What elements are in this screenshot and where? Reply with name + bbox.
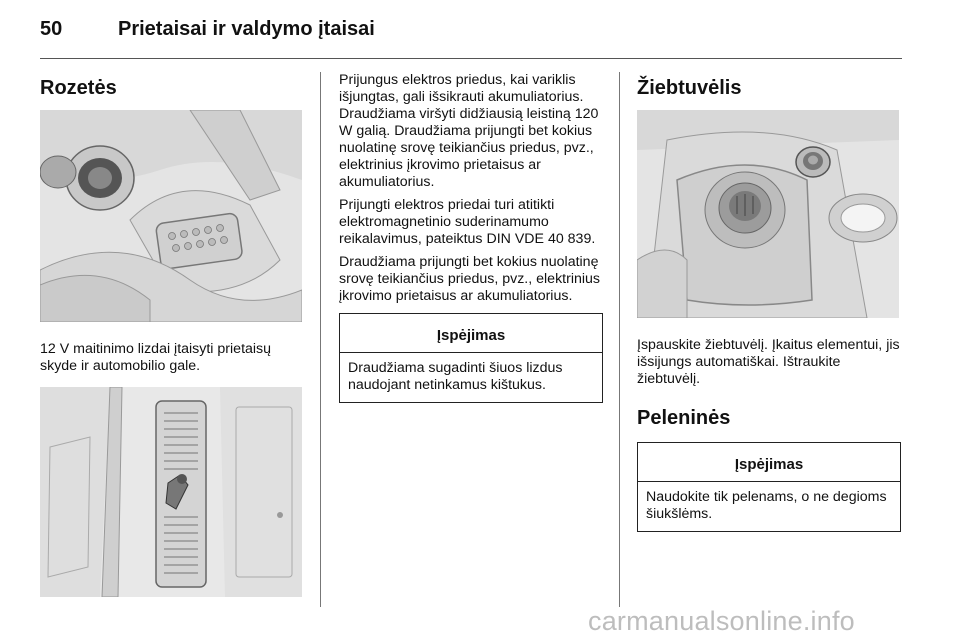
lighter-description: Įspauskite žiebtuvėlį. Įkaitus elementui, jis išsijungs automatiškai. Ištraukite žiebtuvėlį. bbox=[637, 337, 900, 387]
cigarette-lighter-illustration bbox=[637, 110, 899, 318]
page-number: 50 bbox=[40, 18, 63, 40]
section-heading-lighter: Žiebtuvėlis bbox=[637, 77, 742, 99]
header-divider bbox=[40, 58, 902, 59]
section-heading-ashtrays: Peleninės bbox=[637, 407, 731, 429]
warning-box-ashtrays bbox=[637, 442, 901, 532]
body-paragraph-1: Prijungus elektros priedus, kai variklis išjungtas, gali išsikrauti akumuliatorius. Draudžiama viršyti didžiausią leistiną 120 W galią. Draudžiama prijungti bet kokius nuolatinę srovę teikiančius priedus, pvz., elektrinius įkrovimo prietaisus ar akumuliatorius. bbox=[339, 72, 599, 190]
body-paragraph-2: Prijungti elektros priedai turi atitikti elektromagnetinio suderinamumo reikalavimus, pateiktus DIN VDE 40 839. bbox=[339, 197, 596, 247]
column-2 bbox=[339, 72, 603, 403]
section-heading-sockets: Rozetės bbox=[40, 77, 117, 99]
warning-title: Įspėjimas bbox=[340, 314, 602, 353]
dashboard-socket-illustration bbox=[40, 110, 302, 322]
column-1 bbox=[40, 72, 304, 597]
sockets-description: 12 V maitinimo lizdai įtaisyti prietaisų skyde ir automobilio gale. bbox=[40, 341, 272, 374]
rear-socket-illustration bbox=[40, 387, 302, 597]
page-header-title: Prietaisai ir valdymo įtaisai bbox=[118, 18, 375, 40]
column-divider-2 bbox=[619, 72, 620, 607]
warning-title: Įspėjimas bbox=[638, 443, 900, 482]
warning-box-sockets bbox=[339, 313, 603, 403]
column-divider-1 bbox=[320, 72, 321, 607]
warning-body: Draudžiama sugadinti šiuos lizdus naudojant netinkamus kištukus. bbox=[348, 360, 563, 393]
warning-body: Naudokite tik pelenams, o ne degioms šiukšlėms. bbox=[646, 489, 887, 522]
watermark-text: carmanualsonline.info bbox=[588, 606, 855, 636]
column-3 bbox=[637, 72, 901, 532]
body-paragraph-3: Draudžiama prijungti bet kokius nuolatinę srovę teikiančius priedus, pvz., elektrinius įkrovimo prietaisus ar akumuliatorius. bbox=[339, 254, 601, 304]
